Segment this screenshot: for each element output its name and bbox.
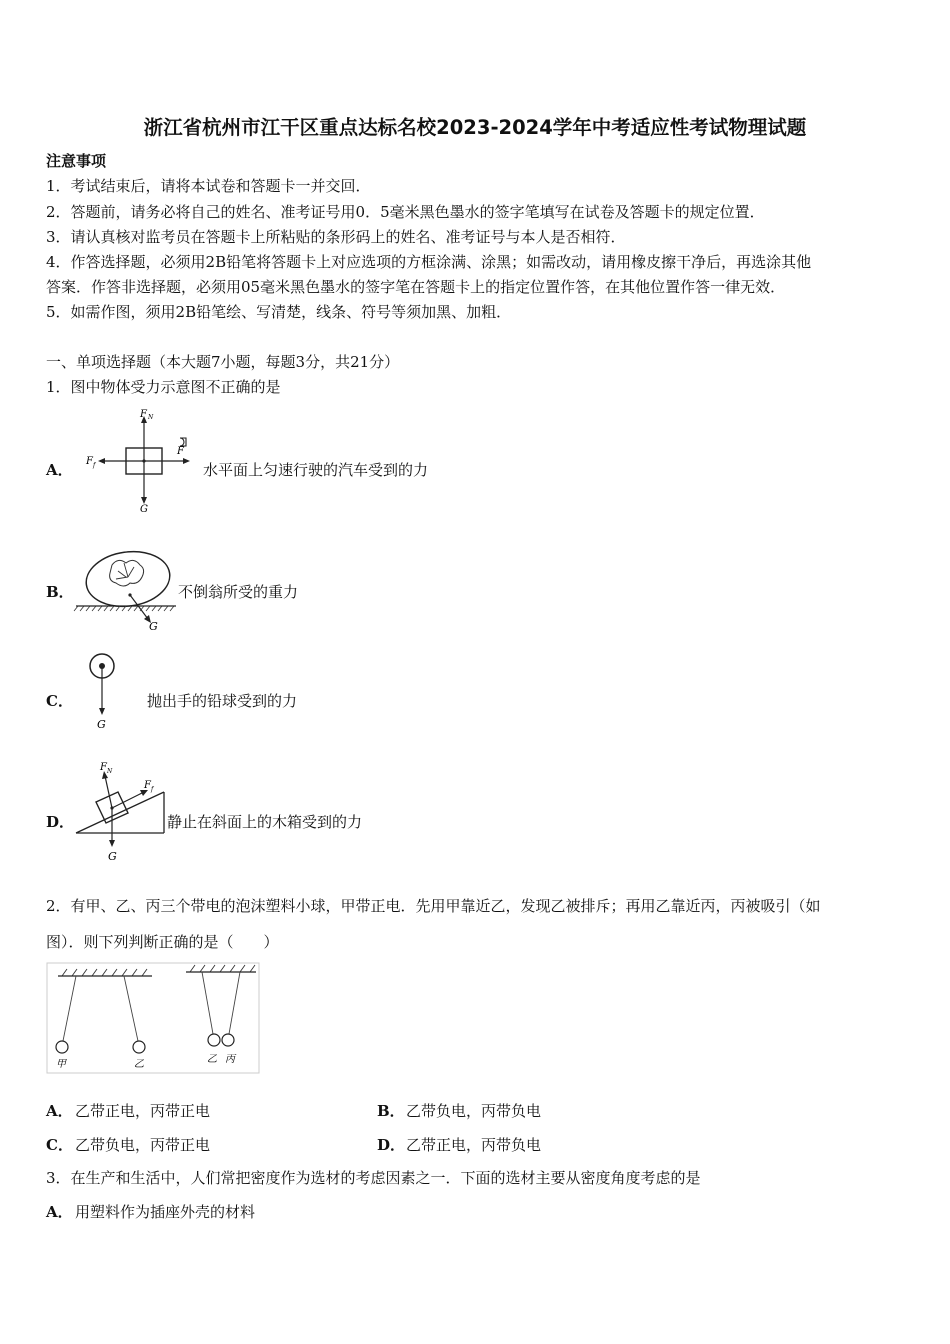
force-label-g: G [108,850,117,863]
q2-option-c-label: C． [46,1136,73,1154]
force-label-g: G [97,718,106,731]
q2-option-a-text: 乙带正电，丙带正电 [75,1102,211,1120]
q2-stem-line2: 图）．则下列判断正确的是（ ） [46,933,279,951]
q1-option-a-label: A． [46,461,73,479]
notice-heading: 注意事项 [46,152,107,170]
q2-option-c-text: 乙带负电，丙带正电 [75,1136,211,1154]
section-heading: 一、单项选择题（本大题7小题，每题3分，共21分） [46,353,400,371]
force-subscript-n: N [148,414,154,421]
q2-option-d-label: D． [377,1136,406,1154]
q1-figure-car-forces [80,404,205,519]
q2-option-b-text: 乙带负电，丙带负电 [406,1102,542,1120]
q2-option-d-text: 乙带正电，丙带负电 [406,1136,542,1154]
q1-option-c-text: 抛出手的铅球受到的力 [147,692,298,710]
q1-figure-box-on-slope [74,756,174,866]
force-label-fn: F [100,762,107,773]
notice-item-5: 5．如需作图，须用2B铅笔绘、写清楚，线条、符号等须加黑、加粗． [46,303,512,321]
force-label-g: G [140,504,148,515]
force-label-ff: F [144,780,151,791]
q1-figure-tumbler [72,545,182,635]
q1-stem: 1．图中物体受力示意图不正确的是 [46,378,281,396]
q2-option-a-label: A． [46,1102,73,1120]
force-label-g: G [149,620,158,633]
notice-item-2: 2．答题前，请务必将自己的姓名、准考证号用0．5毫米黑色墨水的签字笔填写在试卷及答题卡的规定位置． [46,203,765,221]
q1-option-d-label: D． [46,813,75,831]
q1-option-d-text: 静止在斜面上的木箱受到的力 [167,813,363,831]
notice-item-4: 4．作答选择题，必须用2B铅笔将答题卡上对应选项的方框涂满、涂黑；如需改动，请用橡皮擦干净后，再选涂其他 [46,253,812,271]
q1-option-b-label: B． [46,583,74,601]
ball-label-yi-2: 乙 [207,1054,217,1065]
ball-label-yi: 乙 [134,1059,144,1070]
q1-option-b-text: 不倒翁所受的重力 [178,583,299,601]
q3-stem: 3．在生产和生活中，人们常把密度作为选材的考虑因素之一．下面的选材主要从密度角度考虑的是 [46,1169,701,1187]
car-direction-icon [180,438,186,446]
force-subscript-f: f [151,786,154,793]
exam-title: 浙江省杭州市江干区重点达标名校2023-2024学年中考适应性考试物理试题 [143,116,807,139]
notice-item-1: 1．考试结束后，请将本试卷和答题卡一并交回． [46,177,371,195]
notice-item-3: 3．请认真核对监考员在答题卡上所粘贴的条形码上的姓名、准考证号与本人是否相符． [46,228,626,246]
q1-option-c-label: C． [46,692,73,710]
force-subscript-f: f [93,462,96,469]
q1-figure-shot-put [84,652,124,734]
ball-label-jia: 甲 [56,1059,66,1070]
force-subscript-n: N [107,768,113,775]
q2-option-b-label: B． [377,1102,405,1120]
force-label-fn: F [140,409,147,420]
q2-figure-pendulums [46,962,260,1074]
q3-option-a-label: A． [46,1203,73,1221]
q2-stem-line1: 2．有甲、乙、丙三个带电的泡沫塑料小球，甲带正电．先用甲靠近乙，发现乙被排斥；再用乙靠近丙，丙被吸引（如 [46,897,821,915]
q3-option-a-text: 用塑料作为插座外壳的材料 [75,1203,256,1221]
notice-item-4-cont: 答案．作答非选择题，必须用05毫米黑色墨水的签字笔在答题卡上的指定位置作答，在其他位置作答一律无效． [46,278,786,296]
force-label-ff: F [86,456,93,467]
force-label-f: F [177,446,184,457]
q1-option-a-text: 水平面上匀速行驶的汽车受到的力 [203,461,429,479]
ball-label-bing: 丙 [225,1054,235,1065]
